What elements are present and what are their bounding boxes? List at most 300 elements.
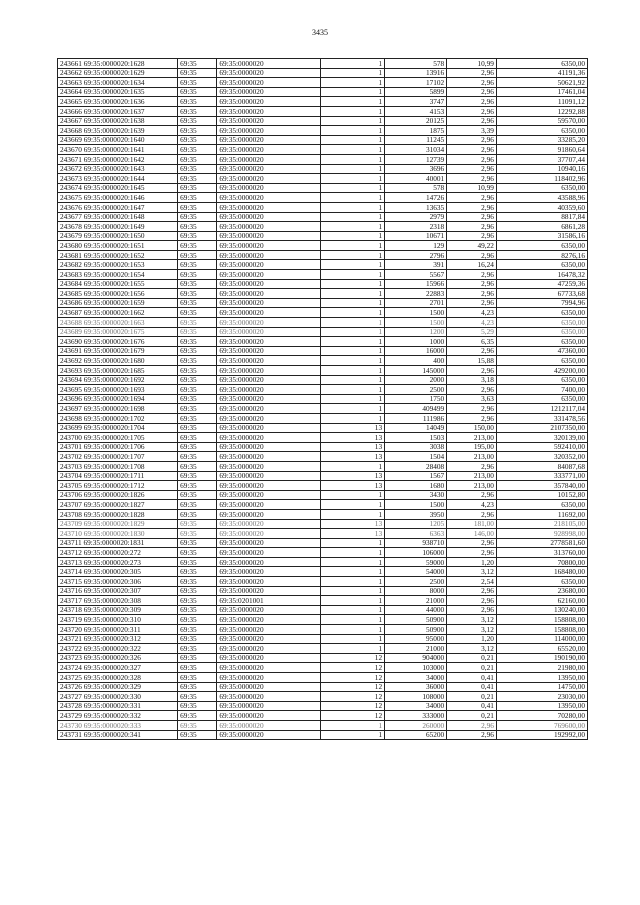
rate-cell: 2,96 (447, 97, 497, 107)
rate-cell: 2,96 (447, 385, 497, 395)
category-cell: 1 (320, 164, 384, 174)
district-cell: 69:35 (178, 154, 217, 164)
area-cell: 2318 (385, 222, 447, 232)
quarter-cell: 69:35:0000020 (217, 529, 321, 539)
value-cell: 114000,00 (496, 634, 587, 644)
rate-cell: 1,20 (447, 557, 497, 567)
quarter-cell: 69:35:0000020 (217, 481, 321, 491)
quarter-cell: 69:35:0000020 (217, 298, 321, 308)
quarter-cell: 69:35:0000020 (217, 97, 321, 107)
area-cell: 21000 (385, 644, 447, 654)
area-cell: 1000 (385, 337, 447, 347)
table-row (58, 442, 588, 452)
id-cadastral-cell: 243725 69:35:0000020:328 (58, 673, 178, 683)
area-cell: 1750 (385, 394, 447, 404)
value-cell: 10152,80 (496, 490, 587, 500)
category-cell: 13 (320, 442, 384, 452)
category-cell: 12 (320, 692, 384, 702)
category-cell: 1 (320, 625, 384, 635)
rate-cell: 146,00 (447, 529, 497, 539)
quarter-cell: 69:35:0000020 (217, 337, 321, 347)
quarter-cell: 69:35:0000020 (217, 711, 321, 721)
rate-cell: 2,96 (447, 193, 497, 203)
category-cell: 1 (320, 337, 384, 347)
value-cell: 23030,00 (496, 692, 587, 702)
district-cell: 69:35 (178, 692, 217, 702)
district-cell: 69:35 (178, 634, 217, 644)
rate-cell: 2,96 (447, 289, 497, 299)
quarter-cell: 69:35:0000020 (217, 653, 321, 663)
table-row (58, 529, 588, 539)
table-row (58, 701, 588, 711)
rate-cell: 213,00 (447, 452, 497, 462)
id-cadastral-cell: 243665 69:35:0000020:1636 (58, 97, 178, 107)
area-cell: 12739 (385, 154, 447, 164)
area-cell: 50900 (385, 615, 447, 625)
area-cell: 13635 (385, 202, 447, 212)
table-row (58, 346, 588, 356)
value-cell: 6350,00 (496, 500, 587, 510)
value-cell: 21980,00 (496, 663, 587, 673)
district-cell: 69:35 (178, 663, 217, 673)
value-cell: 6350,00 (496, 356, 587, 366)
value-cell: 2778581,60 (496, 538, 587, 548)
quarter-cell: 69:35:0000020 (217, 625, 321, 635)
area-cell: 108000 (385, 692, 447, 702)
id-cadastral-cell: 243685 69:35:0000020:1656 (58, 289, 178, 299)
rate-cell: 2,96 (447, 346, 497, 356)
table-row (58, 586, 588, 596)
category-cell: 1 (320, 116, 384, 126)
district-cell: 69:35 (178, 68, 217, 78)
area-cell: 20125 (385, 116, 447, 126)
category-cell: 1 (320, 97, 384, 107)
district-cell: 69:35 (178, 289, 217, 299)
category-cell: 1 (320, 154, 384, 164)
rate-cell: 2,96 (447, 404, 497, 414)
rate-cell: 213,00 (447, 471, 497, 481)
rate-cell: 5,29 (447, 327, 497, 337)
area-cell: 8000 (385, 586, 447, 596)
district-cell: 69:35 (178, 481, 217, 491)
rate-cell: 2,96 (447, 222, 497, 232)
rate-cell: 2,96 (447, 366, 497, 376)
table-row (58, 260, 588, 270)
area-cell: 2979 (385, 212, 447, 222)
category-cell: 13 (320, 423, 384, 433)
quarter-cell: 69:35:0000020 (217, 605, 321, 615)
id-cadastral-cell: 243700 69:35:0000020:1705 (58, 433, 178, 443)
table-row (58, 490, 588, 500)
area-cell: 16000 (385, 346, 447, 356)
area-cell: 3038 (385, 442, 447, 452)
rate-cell: 2,96 (447, 212, 497, 222)
rate-cell: 3,39 (447, 126, 497, 136)
quarter-cell: 69:35:0000020 (217, 308, 321, 318)
rate-cell: 2,96 (447, 154, 497, 164)
value-cell: 14750,00 (496, 682, 587, 692)
value-cell: 168480,00 (496, 567, 587, 577)
id-cadastral-cell: 243697 69:35:0000020:1698 (58, 404, 178, 414)
quarter-cell: 69:35:0000020 (217, 126, 321, 136)
value-cell: 6350,00 (496, 327, 587, 337)
table-row (58, 625, 588, 635)
category-cell: 1 (320, 241, 384, 251)
area-cell: 34000 (385, 701, 447, 711)
district-cell: 69:35 (178, 442, 217, 452)
value-cell: 47259,36 (496, 279, 587, 289)
quarter-cell: 69:35:0000020 (217, 567, 321, 577)
table-row (58, 730, 588, 740)
area-cell: 3950 (385, 509, 447, 519)
table-row (58, 174, 588, 184)
category-cell: 1 (320, 615, 384, 625)
category-cell: 1 (320, 634, 384, 644)
category-cell: 12 (320, 701, 384, 711)
value-cell: 429200,00 (496, 366, 587, 376)
table-row (58, 375, 588, 385)
district-cell: 69:35 (178, 653, 217, 663)
id-cadastral-cell: 243698 69:35:0000020:1702 (58, 413, 178, 423)
category-cell: 1 (320, 145, 384, 155)
table-row (58, 481, 588, 491)
id-cadastral-cell: 243714 69:35:0000020:305 (58, 567, 178, 577)
rate-cell: 2,96 (447, 78, 497, 88)
id-cadastral-cell: 243706 69:35:0000020:1826 (58, 490, 178, 500)
district-cell: 69:35 (178, 682, 217, 692)
category-cell: 1 (320, 68, 384, 78)
rate-cell: 3,63 (447, 394, 497, 404)
table-row (58, 663, 588, 673)
quarter-cell: 69:35:0000020 (217, 87, 321, 97)
rate-cell: 3,12 (447, 644, 497, 654)
id-cadastral-cell: 243722 69:35:0000020:322 (58, 644, 178, 654)
district-cell: 69:35 (178, 366, 217, 376)
area-cell: 1500 (385, 318, 447, 328)
category-cell: 1 (320, 490, 384, 500)
district-cell: 69:35 (178, 701, 217, 711)
id-cadastral-cell: 243707 69:35:0000020:1827 (58, 500, 178, 510)
district-cell: 69:35 (178, 327, 217, 337)
district-cell: 69:35 (178, 318, 217, 328)
value-cell: 31586,16 (496, 231, 587, 241)
id-cadastral-cell: 243711 69:35:0000020:1831 (58, 538, 178, 548)
id-cadastral-cell: 243718 69:35:0000020:309 (58, 605, 178, 615)
id-cadastral-cell: 243669 69:35:0000020:1640 (58, 135, 178, 145)
rate-cell: 6,35 (447, 337, 497, 347)
rate-cell: 2,96 (447, 270, 497, 280)
category-cell: 1 (320, 106, 384, 116)
district-cell: 69:35 (178, 97, 217, 107)
category-cell: 1 (320, 346, 384, 356)
id-cadastral-cell: 243715 69:35:0000020:306 (58, 577, 178, 587)
id-cadastral-cell: 243716 69:35:0000020:307 (58, 586, 178, 596)
area-cell: 36000 (385, 682, 447, 692)
rate-cell: 2,96 (447, 548, 497, 558)
quarter-cell: 69:35:0000020 (217, 318, 321, 328)
area-cell: 145000 (385, 366, 447, 376)
rate-cell: 213,00 (447, 481, 497, 491)
area-cell: 129 (385, 241, 447, 251)
category-cell: 1 (320, 298, 384, 308)
district-cell: 69:35 (178, 385, 217, 395)
table-row (58, 231, 588, 241)
value-cell: 320352,00 (496, 452, 587, 462)
id-cadastral-cell: 243704 69:35:0000020:1711 (58, 471, 178, 481)
area-cell: 409499 (385, 404, 447, 414)
id-cadastral-cell: 243726 69:35:0000020:329 (58, 682, 178, 692)
district-cell: 69:35 (178, 356, 217, 366)
area-cell: 44000 (385, 605, 447, 615)
table-row (58, 298, 588, 308)
district-cell: 69:35 (178, 519, 217, 529)
category-cell: 12 (320, 663, 384, 673)
rate-cell: 2,96 (447, 538, 497, 548)
district-cell: 69:35 (178, 260, 217, 270)
district-cell: 69:35 (178, 241, 217, 251)
district-cell: 69:35 (178, 615, 217, 625)
table-row (58, 385, 588, 395)
table-row (58, 404, 588, 414)
quarter-cell: 69:35:0000020 (217, 586, 321, 596)
district-cell: 69:35 (178, 529, 217, 539)
table-row (58, 557, 588, 567)
quarter-cell: 69:35:0000020 (217, 500, 321, 510)
id-cadastral-cell: 243688 69:35:0000020:1663 (58, 318, 178, 328)
value-cell: 158808,00 (496, 615, 587, 625)
category-cell: 1 (320, 385, 384, 395)
area-cell: 14726 (385, 193, 447, 203)
quarter-cell: 69:35:0000020 (217, 193, 321, 203)
rate-cell: 0,21 (447, 663, 497, 673)
area-cell: 3747 (385, 97, 447, 107)
quarter-cell: 69:35:0000020 (217, 183, 321, 193)
quarter-cell: 69:35:0000020 (217, 241, 321, 251)
district-cell: 69:35 (178, 346, 217, 356)
value-cell: 6350,00 (496, 59, 587, 69)
id-cadastral-cell: 243662 69:35:0000020:1629 (58, 68, 178, 78)
category-cell: 13 (320, 519, 384, 529)
id-cadastral-cell: 243674 69:35:0000020:1645 (58, 183, 178, 193)
id-cadastral-cell: 243699 69:35:0000020:1704 (58, 423, 178, 433)
rate-cell: 2,96 (447, 720, 497, 730)
rate-cell: 3,12 (447, 625, 497, 635)
rate-cell: 195,00 (447, 442, 497, 452)
rate-cell: 2,96 (447, 68, 497, 78)
area-cell: 1875 (385, 126, 447, 136)
category-cell: 13 (320, 481, 384, 491)
value-cell: 7994,96 (496, 298, 587, 308)
area-cell: 5567 (385, 270, 447, 280)
id-cadastral-cell: 243703 69:35:0000020:1708 (58, 461, 178, 471)
category-cell: 1 (320, 279, 384, 289)
table-row (58, 509, 588, 519)
quarter-cell: 69:35:0000020 (217, 145, 321, 155)
rate-cell: 0,41 (447, 701, 497, 711)
category-cell: 1 (320, 270, 384, 280)
quarter-cell: 69:35:0000020 (217, 701, 321, 711)
id-cadastral-cell: 243661 69:35:0000020:1628 (58, 59, 178, 69)
district-cell: 69:35 (178, 711, 217, 721)
district-cell: 69:35 (178, 231, 217, 241)
district-cell: 69:35 (178, 394, 217, 404)
district-cell: 69:35 (178, 644, 217, 654)
value-cell: 2107350,00 (496, 423, 587, 433)
area-cell: 15966 (385, 279, 447, 289)
category-cell: 1 (320, 78, 384, 88)
category-cell: 1 (320, 586, 384, 596)
rate-cell: 4,23 (447, 500, 497, 510)
table-row (58, 202, 588, 212)
id-cadastral-cell: 243691 69:35:0000020:1679 (58, 346, 178, 356)
rate-cell: 4,23 (447, 308, 497, 318)
area-cell: 578 (385, 59, 447, 69)
district-cell: 69:35 (178, 183, 217, 193)
area-cell: 3696 (385, 164, 447, 174)
quarter-cell: 69:35:0000020 (217, 423, 321, 433)
table-row (58, 644, 588, 654)
category-cell: 1 (320, 557, 384, 567)
quarter-cell: 69:35:0201001 (217, 596, 321, 606)
district-cell: 69:35 (178, 596, 217, 606)
rate-cell: 2,96 (447, 413, 497, 423)
area-cell: 22883 (385, 289, 447, 299)
category-cell: 1 (320, 461, 384, 471)
category-cell: 1 (320, 577, 384, 587)
id-cadastral-cell: 243694 69:35:0000020:1692 (58, 375, 178, 385)
table-row (58, 682, 588, 692)
id-cadastral-cell: 243693 69:35:0000020:1685 (58, 366, 178, 376)
quarter-cell: 69:35:0000020 (217, 692, 321, 702)
table-row (58, 548, 588, 558)
district-cell: 69:35 (178, 625, 217, 635)
id-cadastral-cell: 243668 69:35:0000020:1639 (58, 126, 178, 136)
id-cadastral-cell: 243730 69:35:0000020:333 (58, 720, 178, 730)
quarter-cell: 69:35:0000020 (217, 260, 321, 270)
area-cell: 391 (385, 260, 447, 270)
value-cell: 59570,00 (496, 116, 587, 126)
value-cell: 91860,64 (496, 145, 587, 155)
quarter-cell: 69:35:0000020 (217, 174, 321, 184)
district-cell: 69:35 (178, 337, 217, 347)
district-cell: 69:35 (178, 605, 217, 615)
category-cell: 1 (320, 260, 384, 270)
value-cell: 50621,92 (496, 78, 587, 88)
value-cell: 313760,00 (496, 548, 587, 558)
category-cell: 12 (320, 682, 384, 692)
id-cadastral-cell: 243692 69:35:0000020:1680 (58, 356, 178, 366)
area-cell: 1567 (385, 471, 447, 481)
id-cadastral-cell: 243679 69:35:0000020:1650 (58, 231, 178, 241)
area-cell: 5899 (385, 87, 447, 97)
district-cell: 69:35 (178, 730, 217, 740)
table-row (58, 394, 588, 404)
district-cell: 69:35 (178, 577, 217, 587)
id-cadastral-cell: 243731 69:35:0000020:341 (58, 730, 178, 740)
category-cell: 1 (320, 126, 384, 136)
value-cell: 12292,88 (496, 106, 587, 116)
table-row (58, 653, 588, 663)
district-cell: 69:35 (178, 413, 217, 423)
id-cadastral-cell: 243681 69:35:0000020:1652 (58, 250, 178, 260)
table-row (58, 250, 588, 260)
rate-cell: 1,20 (447, 634, 497, 644)
table-row (58, 308, 588, 318)
table-row (58, 711, 588, 721)
category-cell: 1 (320, 87, 384, 97)
category-cell: 1 (320, 730, 384, 740)
value-cell: 6350,00 (496, 241, 587, 251)
value-cell: 33285,20 (496, 135, 587, 145)
district-cell: 69:35 (178, 490, 217, 500)
area-cell: 1680 (385, 481, 447, 491)
rate-cell: 2,96 (447, 164, 497, 174)
area-cell: 3430 (385, 490, 447, 500)
table-row (58, 500, 588, 510)
category-cell: 1 (320, 327, 384, 337)
table-row (58, 193, 588, 203)
district-cell: 69:35 (178, 308, 217, 318)
category-cell: 12 (320, 673, 384, 683)
rate-cell: 2,96 (447, 106, 497, 116)
table-row (58, 673, 588, 683)
district-cell: 69:35 (178, 452, 217, 462)
value-cell: 47360,00 (496, 346, 587, 356)
area-cell: 6363 (385, 529, 447, 539)
district-cell: 69:35 (178, 500, 217, 510)
rate-cell: 0,21 (447, 692, 497, 702)
value-cell: 70280,00 (496, 711, 587, 721)
table-row (58, 241, 588, 251)
value-cell: 70800,00 (496, 557, 587, 567)
table-row (58, 183, 588, 193)
value-cell: 769600,00 (496, 720, 587, 730)
area-cell: 1504 (385, 452, 447, 462)
id-cadastral-cell: 243721 69:35:0000020:312 (58, 634, 178, 644)
category-cell: 1 (320, 500, 384, 510)
quarter-cell: 69:35:0000020 (217, 644, 321, 654)
area-cell: 2000 (385, 375, 447, 385)
value-cell: 192992,00 (496, 730, 587, 740)
value-cell: 8817,84 (496, 212, 587, 222)
id-cadastral-cell: 243686 69:35:0000020:1659 (58, 298, 178, 308)
category-cell: 1 (320, 394, 384, 404)
id-cadastral-cell: 243687 69:35:0000020:1662 (58, 308, 178, 318)
value-cell: 357840,00 (496, 481, 587, 491)
rate-cell: 0,41 (447, 673, 497, 683)
category-cell: 1 (320, 59, 384, 69)
area-cell: 578 (385, 183, 447, 193)
category-cell: 1 (320, 644, 384, 654)
table-row (58, 318, 588, 328)
table-row (58, 135, 588, 145)
area-cell: 59000 (385, 557, 447, 567)
value-cell: 23680,00 (496, 586, 587, 596)
quarter-cell: 69:35:0000020 (217, 279, 321, 289)
rate-cell: 0,21 (447, 653, 497, 663)
table-row (58, 538, 588, 548)
quarter-cell: 69:35:0000020 (217, 289, 321, 299)
id-cadastral-cell: 243672 69:35:0000020:1643 (58, 164, 178, 174)
rate-cell: 0,41 (447, 682, 497, 692)
category-cell: 1 (320, 174, 384, 184)
district-cell: 69:35 (178, 135, 217, 145)
district-cell: 69:35 (178, 404, 217, 414)
id-cadastral-cell: 243675 69:35:0000020:1646 (58, 193, 178, 203)
rate-cell: 2,96 (447, 231, 497, 241)
rate-cell: 2,96 (447, 250, 497, 260)
rate-cell: 2,96 (447, 509, 497, 519)
